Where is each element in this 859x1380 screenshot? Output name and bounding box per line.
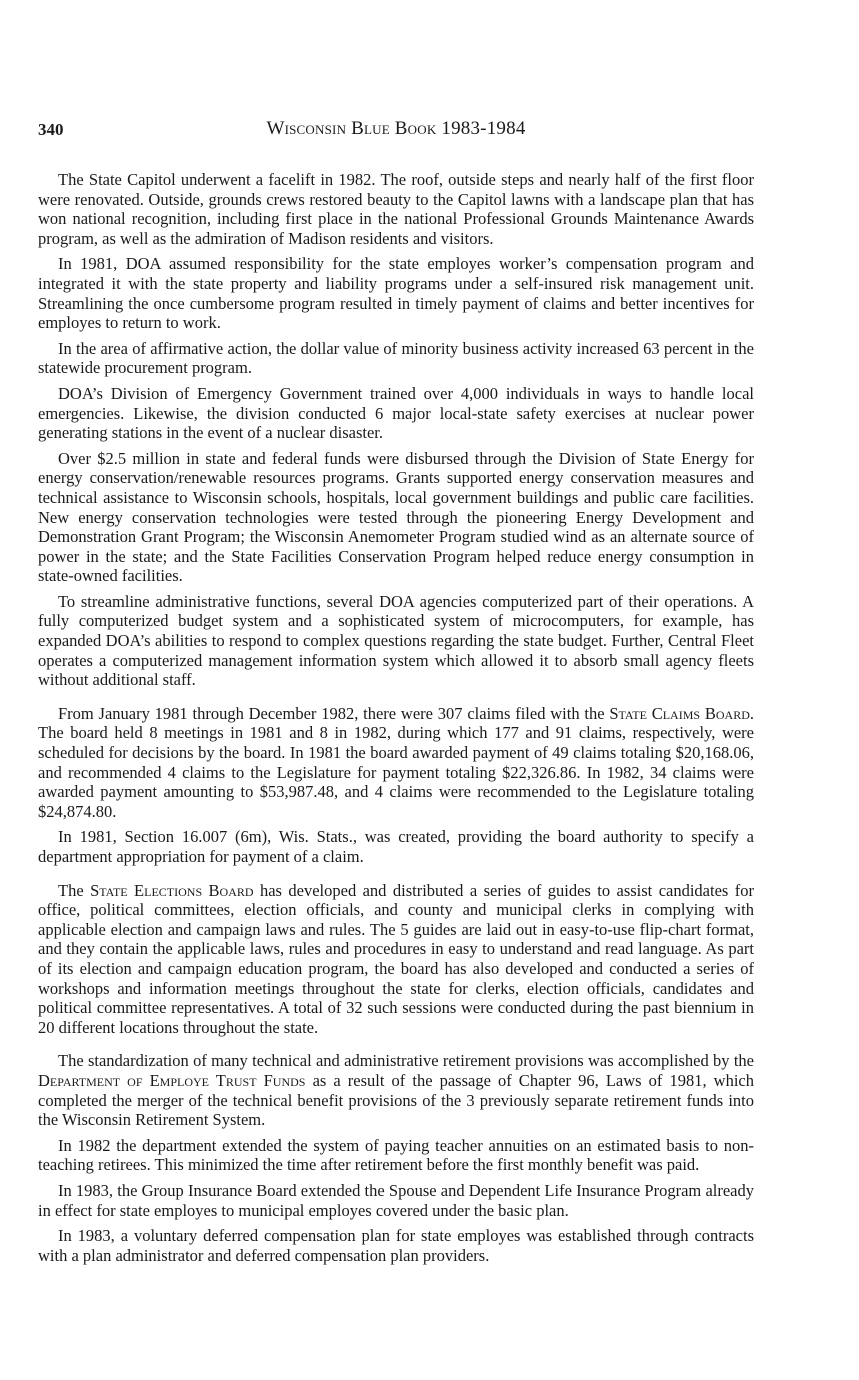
paragraph-group-insurance: In 1983, the Group Insurance Board extended the Spouse and Dependent Life Insurance Program already in effect for state employes to municipal employes covered under the basic plan. (38, 1180, 754, 1220)
body-text (38, 170, 754, 1271)
paragraph-emergency-government: DOA’s Division of Emergency Government trained over 4,000 individuals in ways to handle local emergencies. Likewise, the division conducted 6 major local-state safety exercises at nuclear power generating stations in the event of a nuclear disaster. (38, 383, 754, 443)
paragraph-workers-compensation: In 1981, DOA assumed responsibility for the state employes worker’s compensation program and integrated it with the state property and liability programs under a self-insured risk management unit. Streamlining the once cumbersome program resulted in timely payment of claims and better incentives for employes to return to work. (38, 254, 754, 333)
page-header (38, 118, 754, 146)
trust-funds-text-rest: as a result of the passage of Chapter 96, Laws of 1981, which completed the merger of the technical benefit provisions of the 3 previously separate retirement funds into the Wisconsin Retirement System. (38, 1070, 754, 1130)
paragraph-teacher-annuities: In 1982 the department extended the system of paying teacher annuities on an estimated basis to non-teaching retirees. This minimized the time after retirement before the first monthly benefit was paid. (38, 1135, 754, 1175)
running-title (38, 118, 754, 140)
claims-board-text-lead: From January 1981 through December 1982, there were 307 claims filed with the (58, 703, 610, 723)
paragraph-claims-statute: In 1981, Section 16.007 (6m), Wis. Stats., was created, providing the board authority to specify a department appropriation for payment of a claim. (38, 827, 754, 866)
elections-board-name: State Elections Board (90, 880, 254, 900)
paragraph-state-energy: Over $2.5 million in state and federal funds were disbursed through the Division of State Energy for energy conservation/renewable resources programs. Grants supported energy conservation measures and technical assistance to Wisconsin schools, hospitals, local government buildings and public care facilities. New energy conservation technologies were tested through the pioneering Energy Development and Demonstration Grant Program; the Wisconsin Anemometer Program studied wind as an alternate source of power in the state; and the State Facilities Conservation Program helped reduce energy consumption in state-owned facilities. (38, 448, 754, 586)
paragraph-claims-board (38, 704, 754, 822)
trust-funds-department-name: Department of Employe Trust Funds (38, 1070, 306, 1090)
paragraph-computerization: To streamline administrative functions, several DOA agencies computerized part of their operations. A fully computerized budget system and a sophisticated system of microcomputers, for example, has expanded DOA’s abilities to respond to complex questions regarding the state budget. Further, Central Fleet operates a computerized management information system which allowed it to absorb small agency fleets without additional staff. (38, 591, 754, 690)
paragraph-deferred-compensation: In 1983, a voluntary deferred compensation plan for state employes was established through contracts with a plan administrator and deferred compensation plan providers. (38, 1226, 754, 1265)
paragraph-employe-trust-funds (38, 1051, 754, 1129)
trust-funds-text-lead: The standardization of many technical and administrative retirement provisions was accomplished by the (58, 1051, 754, 1071)
paragraph-capitol-facelift: The State Capitol underwent a facelift in 1982. The roof, outside steps and nearly half of the first floor were renovated. Outside, grounds crews restored beauty to the Capitol lawns with a landscape plan that has won national recognition, including first place in the national Professional Grounds Maintenance Awards program, as well as the admiration of Madison residents and visitors. (38, 170, 754, 248)
paragraph-elections-board (38, 881, 754, 1038)
page-number: 340 (38, 120, 64, 139)
running-title-text: Wisconsin Blue Book 1983-1984 (266, 118, 526, 139)
elections-board-text-rest: has developed and distributed a series of guides to assist candidates for office, political committees, election officials, and county and municipal clerks in complying with applicable election and campaign laws and rules. The 5 guides are laid out in easy-to-use flip-chart format, and they contain the applicable laws, rules and procedures in easy to understand and read language. As part of its election and campaign education program, the board has also developed and conducted a series of workshops and information meetings throughout the state for clerks, election officials, candidates and political committee representatives. A total of 32 such sessions were conducted during the past biennium in 20 different locations throughout the state. (38, 880, 754, 1037)
claims-board-text-rest: . The board held 8 meetings in 1981 and 8 in 1982, during which 177 and 91 claims, respectively, were scheduled for decisions by the board. In 1981 the board awarded payment of 49 claims totaling $20,168.06, and recommended 4 claims to the Legislature for payment totaling $22,326.86. In 1982, 34 claims were awarded payment amounting to $53,987.48, and 4 claims were recommended to the Legislature totaling $24,874.80. (38, 703, 755, 821)
claims-board-name: State Claims Board (609, 703, 750, 723)
elections-board-text-lead: The (58, 880, 91, 900)
paragraph-affirmative-action: In the area of affirmative action, the dollar value of minority business activity increased 63 percent in the statewide procurement program. (38, 338, 754, 378)
